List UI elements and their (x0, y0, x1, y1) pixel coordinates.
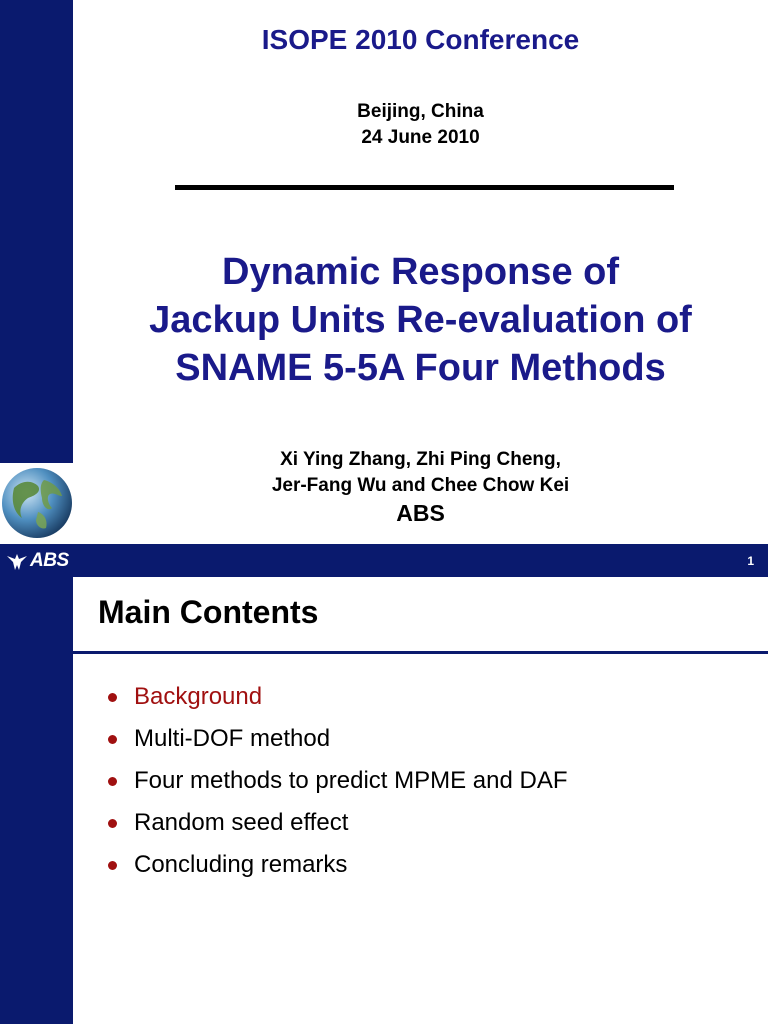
logo-text: ABS (30, 550, 69, 571)
list-item-label: Background (134, 683, 263, 710)
location-date (73, 99, 768, 151)
contents-slide (0, 544, 768, 1024)
bullet-icon (108, 819, 117, 828)
title-line: Jackup Units Re-evaluation of (149, 299, 692, 341)
list-item (108, 763, 568, 805)
list-item-label: Multi-DOF method (134, 725, 331, 752)
author-line: Jer-Fang Wu and Chee Chow Kei (271, 475, 570, 496)
list-item-label: Concluding remarks (134, 851, 348, 878)
bullet-icon (108, 861, 117, 870)
list-item (108, 805, 568, 847)
list-item (108, 721, 568, 763)
bullet-icon (108, 735, 117, 744)
title-line: SNAME 5-5A Four Methods (175, 347, 666, 389)
author-line: Xi Ying Zhang, Zhi Ping Cheng, (280, 449, 561, 470)
location: Beijing, China (357, 101, 484, 122)
divider-rule (175, 185, 674, 190)
heading-rule (73, 651, 768, 654)
globe-icon (0, 466, 74, 540)
authors (73, 447, 768, 499)
organization: ABS (396, 500, 445, 526)
presentation-title (73, 248, 768, 392)
conference-title: ISOPE 2010 Conference (261, 24, 580, 55)
header-band (0, 544, 768, 577)
contents-list (108, 679, 568, 889)
list-item (108, 847, 568, 889)
list-item-label: Random seed effect (134, 809, 349, 836)
side-bar (0, 577, 73, 1024)
page-number: 1 (747, 554, 754, 568)
list-item (108, 679, 568, 721)
date: 24 June 2010 (361, 127, 480, 148)
bullet-icon (108, 693, 117, 702)
list-item-label: Four methods to predict MPME and DAF (134, 767, 568, 794)
slide-heading: Main Contents (98, 594, 319, 630)
bullet-icon (108, 777, 117, 786)
title-line: Dynamic Response of (222, 251, 619, 293)
eagle-icon (6, 550, 28, 572)
abs-logo (6, 548, 69, 574)
side-bar (0, 0, 73, 463)
